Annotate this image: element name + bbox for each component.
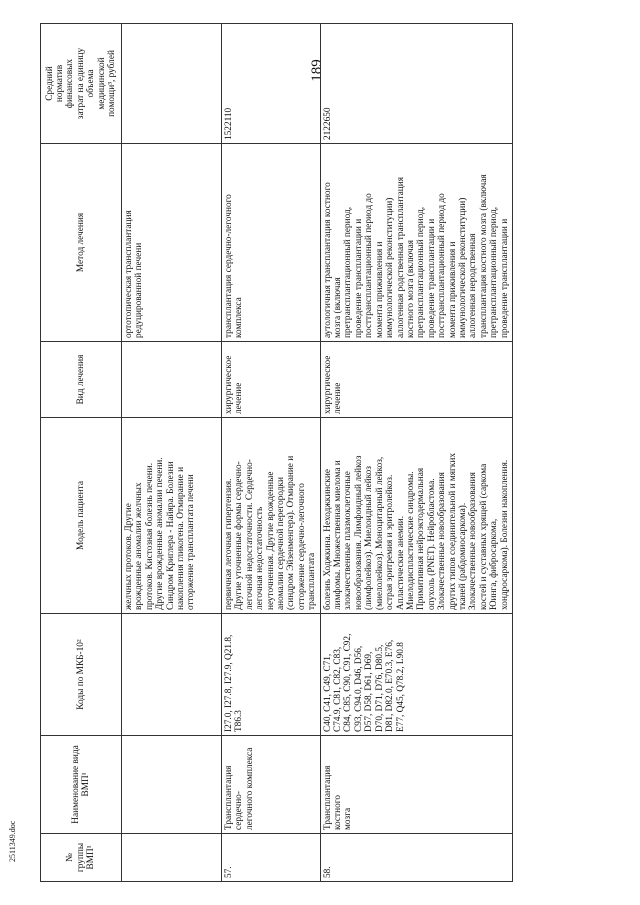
document-footer: 2511349.doc <box>8 820 17 862</box>
cell-average-cost: 1522110 <box>222 24 321 144</box>
cell-treatment-type: хирургическое лечение <box>320 342 512 418</box>
cell-treatment-type: хирургическое лечение <box>222 342 321 418</box>
header-treatment-type: Вид лечения <box>41 342 122 418</box>
cell-group-number: 57. <box>222 834 321 882</box>
cell-icd-codes: I27.0, I27.8, I27.9, Q21.8, T86.3 <box>222 614 321 736</box>
cell-group-number <box>122 834 222 882</box>
page-number: 189 <box>308 59 325 82</box>
rotated-page <box>40 24 612 882</box>
cell-vmp-name: Трансплантация сердечно- легочного комплекса <box>222 736 321 834</box>
header-vmp-name: Наименование вида ВМП¹ <box>41 736 122 834</box>
cell-patient-model: болезнь Ходжкина. Неходжкинские лимфомы. Множественная миелома и злокачественные плазмоклеточные новообразования. Лимфоидный лейкоз (лимфолейкоз). Миелоидный лейкоз (миелолейкоз). Моноцитарный лейкоз, острая эритремия и эритролейкоз. Апластические анемии. Миелодиспластические синдромы. Примитивная нейроэктодермальная опухоль (PNET). Нейробластома. Злокачественные новообразования других типов соединительной и мягких тканей (рабдомиосаркома). Злокачественные новообразования костей и суставных хрящей (саркома Юинга, фибросаркома, хондросаркома). Болезни накопления. <box>320 418 512 614</box>
cell-group-number: 58. <box>320 834 512 882</box>
cell-vmp-name: Трансплантация костного мозга <box>320 736 512 834</box>
table-row <box>320 24 512 882</box>
header-patient-model: Модель пациента <box>41 418 122 614</box>
cell-treatment-type <box>122 342 222 418</box>
table-header-row <box>41 24 122 882</box>
cell-treatment-method: ортотопическая трансплантация редуцированной печени <box>122 144 222 342</box>
table-row <box>122 24 222 882</box>
cell-treatment-method: аутологичная трансплантация костного мозга (включая претрансплантационный период, проведение трансплантации и посттрансплантационный период до момента приживления и иммунологической реконституции) аллогенная родственная трансплантация костного мозга (включая претрансплантационный период, проведение трансплантации и посттрансплантационный период до момента приживления и иммунологической реконституции) аллогенная неродственная трансплантация костного мозга (включая претрансплантационный период, проведение трансплантации и <box>320 144 512 342</box>
cell-patient-model: желчных протоков. Другие врожденные аномалии желчных протоков. Кистозная болезнь печени. Другие врожденные аномалии печени. Синдром Криглера - Найяра. Болезни накопления гликогена. Отмирание и отторжение трансплантата печени <box>122 418 222 614</box>
cell-icd-codes <box>122 614 222 736</box>
cell-patient-model: первичная легочная гипертензия. Другие уточненные формы сердечно- легочной недостаточности. Сердечно- легочная недостаточность неуточненная. Другие врожденные аномалии сердечной перегородки (синдром Эйзенменгера). Отмирание и отторжение сердечно-легочного трансплантата <box>222 418 321 614</box>
header-average-cost: Средний норматив финансовых затрат на единицу объема медицинской помощи³, рублей <box>41 24 122 144</box>
vmp-table <box>40 23 513 882</box>
header-icd-codes: Коды по МКБ-10² <box>41 614 122 736</box>
table-row <box>222 24 321 882</box>
cell-treatment-method: трансплантация сердечно-легочного комплекса <box>222 144 321 342</box>
cell-vmp-name <box>122 736 222 834</box>
cell-average-cost: 2122650 <box>320 24 512 144</box>
cell-icd-codes: C40, C41, C49, C71, C74.9, C81, C82, C83, C84, C85, C90, C91, C92, C93, C94.0, D46, D56, D57, D58, D61, D69, D70, D71, D76, D80.5, D81, D82.0, E70.3, E76, E77, Q45, Q78.2, L90.8 <box>320 614 512 736</box>
header-treatment-method: Метод лечения <box>41 144 122 342</box>
cell-average-cost <box>122 24 222 144</box>
header-group-number: № группы ВМП¹ <box>41 834 122 882</box>
